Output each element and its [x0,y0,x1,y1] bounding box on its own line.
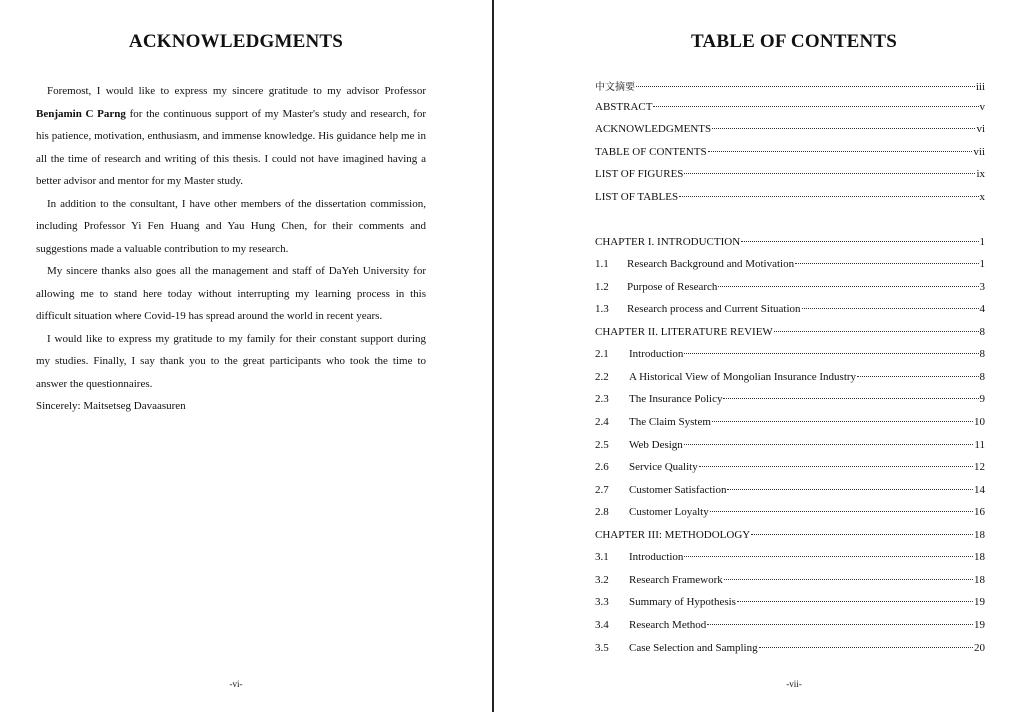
toc-entry-title: CHAPTER III: METHODOLOGY [595,529,751,541]
toc-dot-leader [679,195,978,197]
toc-entry-title: Research Framework [629,574,723,586]
toc-entry-title: Customer Satisfaction [629,484,727,496]
toc-dot-leader [684,443,974,445]
toc-entry-title: Introduction [629,348,684,360]
toc-entry[interactable] [595,191,985,213]
toc-entry[interactable] [595,326,985,348]
toc-entry-title: TABLE OF CONTENTS [595,146,707,158]
toc-entry-title: CHAPTER II. LITERATURE REVIEW [595,326,773,338]
toc-dot-leader [723,397,978,399]
toc-entry-page: 4 [979,303,985,315]
toc-entry-title: Research process and Current Situation [627,303,801,315]
toc-entry-page: 16 [974,506,985,518]
toc-entry-number: 1.3 [595,303,609,315]
toc-entry-page: 8 [979,371,985,383]
toc-entry-title: CHAPTER I. INTRODUCTION [595,236,741,248]
ack-paragraph-1 [36,80,426,193]
toc-entry-number: 1.1 [595,258,609,270]
toc-entry-page: vii [973,146,985,158]
toc-dot-leader [724,578,973,580]
toc-entry-title: LIST OF FIGURES [595,168,684,180]
toc-entry-page: 10 [974,416,985,428]
toc-dot-leader [684,352,978,354]
toc-dot-leader [707,623,973,625]
toc-entry[interactable] [595,642,985,664]
toc-dot-leader [795,262,978,264]
toc-entry-page: 3 [979,281,985,293]
toc-entry-page: 14 [974,484,985,496]
toc-entry-title: 中文摘要 [595,82,635,93]
toc-entry[interactable] [595,281,985,303]
page-number-right: -vii- [786,679,802,689]
toc-entry-page: iii [975,81,985,93]
toc-entry-page: x [979,191,985,203]
toc-heading: TABLE OF CONTENTS [690,31,898,52]
toc-dot-leader [710,510,973,512]
toc-dot-leader [699,465,973,467]
toc-dot-leader [712,420,973,422]
toc-dot-leader [737,600,973,602]
ack-paragraph-1-text-a: Foremost, I would like to express my sincere gratitude to my advisor Professor [47,85,426,97]
toc-entry[interactable] [595,461,985,483]
acknowledgments-heading: ACKNOWLEDGMENTS [128,31,344,52]
toc-entry[interactable] [595,236,985,258]
toc-entry-page: 18 [974,574,985,586]
toc-entry[interactable] [595,348,985,370]
toc-dot-leader [774,330,979,332]
toc-entry-page: v [979,101,985,113]
toc-entry[interactable] [595,123,985,145]
toc-dot-leader [712,127,975,129]
toc-entry-title: Service Quality [629,461,698,473]
toc-entry-page: 19 [974,619,985,631]
toc-entry-number: 2.8 [595,506,609,518]
toc-entry-page: 1 [979,258,985,270]
toc-entry-number: 3.3 [595,596,609,608]
toc-entry-number: 2.6 [595,461,609,473]
toc-entry[interactable] [595,506,985,528]
toc-entry-number: 2.2 [595,371,609,383]
toc-entry-number: 1.2 [595,281,609,293]
ack-paragraph-3: My sincere thanks also goes all the management and staff of DaYeh University for allowing me to stand here today without interrupting my learning process in this difficult situation where Covid-19 has spread around the world in recent years. [36,265,426,322]
toc-entry-title: Introduction [629,551,684,563]
toc-entry-title: Research Background and Motivation [627,258,795,270]
toc-entry-page: 18 [974,529,985,541]
toc-entry-title: A Historical View of Mongolian Insurance Industry [629,371,857,383]
toc-entry-page: 18 [974,551,985,563]
toc-entry-number: 3.1 [595,551,609,563]
toc-entry-title: Customer Loyalty [629,506,709,518]
toc-entry-page: 19 [974,596,985,608]
toc-entry-title: Purpose of Research [627,281,718,293]
toc-dot-leader [718,285,978,287]
toc-dot-leader [684,172,975,174]
toc-entry-page: 11 [974,439,985,451]
toc-entry-title: ACKNOWLEDGMENTS [595,123,712,135]
toc-entry-title: The Insurance Policy [629,393,723,405]
toc-entry[interactable] [595,371,985,393]
toc-entry-page: 8 [979,326,985,338]
toc-dot-leader [759,646,973,648]
toc-entry[interactable] [595,101,985,123]
toc-dot-leader [684,555,973,557]
toc-entry[interactable] [595,303,985,325]
table-of-contents-page [494,0,1012,712]
toc-entry-number: 2.3 [595,393,609,405]
toc-entry[interactable] [595,416,985,438]
ack-signoff: Sincerely: Maitsetseg Davaasuren [36,400,186,412]
toc-entry[interactable] [595,484,985,506]
toc-entry-number: 3.4 [595,619,609,631]
toc-entry-title: Case Selection and Sampling [629,642,758,654]
toc-entry-title: Summary of Hypothesis [629,596,736,608]
toc-entry-number: 2.5 [595,439,609,451]
toc-dot-leader [751,533,973,535]
toc-entry[interactable] [595,529,985,551]
toc-entry-number: 2.1 [595,348,609,360]
toc-dot-leader [636,85,975,87]
toc-entry-number: 2.4 [595,416,609,428]
toc-entry[interactable] [595,146,985,168]
toc-entry-title: The Claim System [629,416,711,428]
toc-dot-leader [741,240,978,242]
toc-entry-page: 12 [974,461,985,473]
toc-entry[interactable] [595,596,985,618]
toc-entry-number: 2.7 [595,484,609,496]
toc-entry[interactable] [595,619,985,641]
toc-entry[interactable] [595,258,985,280]
toc-entry[interactable] [595,393,985,415]
ack-paragraph-2: In addition to the consultant, I have other members of the dissertation commission, including Professor Yi Fen Huang and Yau Hung Chen, for their comments and suggestions made a valuable contribution to my research. [36,197,426,255]
toc-entry-title: LIST OF TABLES [595,191,679,203]
acknowledgments-body [36,80,426,418]
toc-entry-page: 9 [979,393,985,405]
toc-entry-page: 1 [979,236,985,248]
toc-entry-number: 3.5 [595,642,609,654]
toc-dot-leader [708,150,973,152]
acknowledgments-page [0,0,492,712]
toc-entry[interactable] [595,551,985,573]
toc-dot-leader [653,105,978,107]
toc-entry[interactable] [595,574,985,596]
toc-entry-title: Web Design [629,439,683,451]
page-number-left: -vi- [229,679,243,689]
toc-entry[interactable] [595,78,985,100]
toc-dot-leader [857,375,978,377]
toc-entry[interactable] [595,439,985,461]
toc-dot-leader [727,488,973,490]
toc-dot-leader [802,307,979,309]
toc-entry-title: ABSTRACT [595,101,653,113]
toc-entry-page: vi [976,123,985,135]
toc-entry-number: 3.2 [595,574,609,586]
toc-entry-page: ix [976,168,985,180]
toc-entry[interactable] [595,168,985,190]
ack-paragraph-1-text-b: for the continuous support of my Master's study and research, for his patience, motivation, enthusiasm, and immense knowledge. His guidance help me in all the time of research and writing of this thesis. I could not have imagined having a better advisor and mentor for my Master study. [36,107,427,187]
toc-entry-title: Research Method [629,619,707,631]
advisor-name: Benjamin C Parng [36,107,126,120]
ack-paragraph-4: I would like to express my gratitude to my family for their constant support during my studies. Finally, I say thank you to the great participants who took the time to answer the questionnaires. [36,332,426,390]
toc-entry-page: 20 [974,642,985,654]
toc-entry-page: 8 [979,348,985,360]
